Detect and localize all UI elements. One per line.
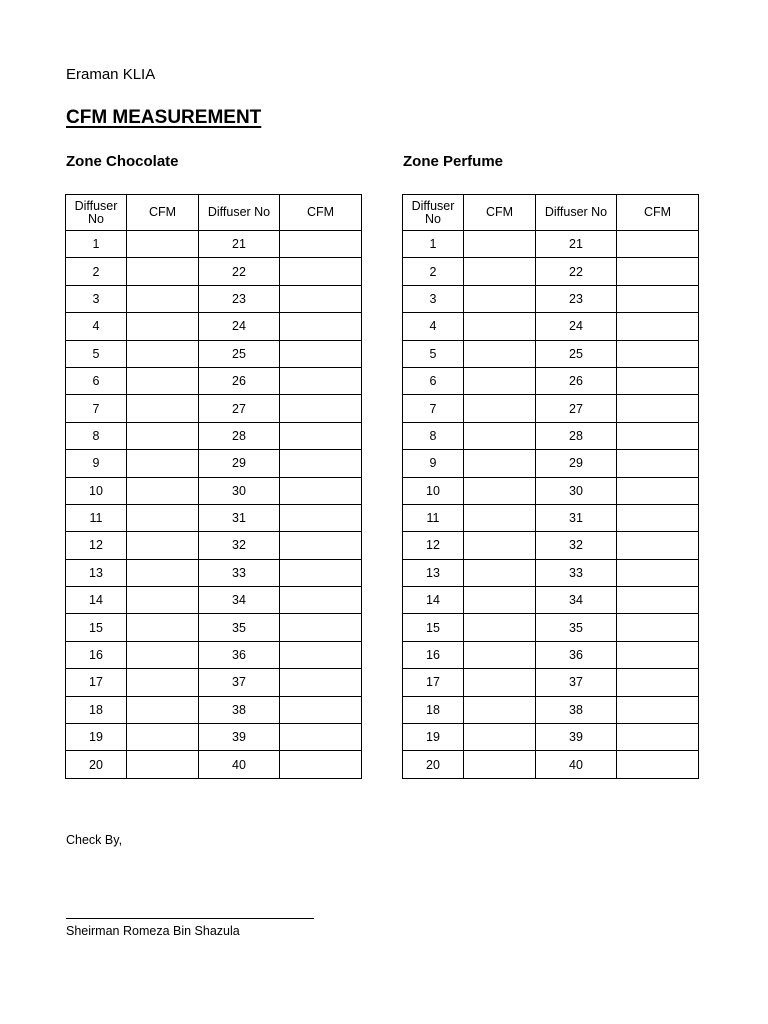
cell-cfm xyxy=(464,559,536,586)
cell-cfm xyxy=(617,285,699,312)
cell-cfm xyxy=(464,724,536,751)
cell-diffuser-no: 15 xyxy=(66,614,127,641)
cell-diffuser-no: 16 xyxy=(66,641,127,668)
cell-diffuser-no: 4 xyxy=(66,313,127,340)
table-row xyxy=(66,367,362,394)
cell-cfm xyxy=(280,614,362,641)
cell-diffuser-no: 32 xyxy=(536,532,617,559)
cell-cfm xyxy=(127,450,199,477)
cell-cfm xyxy=(280,258,362,285)
cell-diffuser-no: 31 xyxy=(536,504,617,531)
cell-cfm xyxy=(617,340,699,367)
cell-cfm xyxy=(617,587,699,614)
cell-cfm xyxy=(464,504,536,531)
cell-cfm xyxy=(617,450,699,477)
cell-diffuser-no: 29 xyxy=(199,450,280,477)
cell-diffuser-no: 10 xyxy=(403,477,464,504)
cell-cfm xyxy=(464,285,536,312)
cell-cfm xyxy=(617,477,699,504)
cell-cfm xyxy=(464,395,536,422)
cell-cfm xyxy=(464,258,536,285)
table-row xyxy=(66,504,362,531)
cell-cfm xyxy=(617,313,699,340)
table-row xyxy=(403,724,699,751)
cell-diffuser-no: 1 xyxy=(66,231,127,258)
cell-diffuser-no: 36 xyxy=(199,641,280,668)
cell-cfm xyxy=(127,285,199,312)
cell-cfm xyxy=(127,477,199,504)
cell-diffuser-no: 23 xyxy=(536,285,617,312)
cell-diffuser-no: 39 xyxy=(199,724,280,751)
cell-cfm xyxy=(617,367,699,394)
table-row xyxy=(66,395,362,422)
company-name: Eraman KLIA xyxy=(66,66,156,83)
cell-diffuser-no: 5 xyxy=(403,340,464,367)
table-row xyxy=(403,285,699,312)
cell-diffuser-no: 38 xyxy=(199,696,280,723)
table-row xyxy=(66,450,362,477)
cell-cfm xyxy=(464,313,536,340)
cell-cfm xyxy=(617,532,699,559)
cell-cfm xyxy=(127,532,199,559)
cell-diffuser-no: 18 xyxy=(66,696,127,723)
cell-cfm xyxy=(464,751,536,778)
table-row xyxy=(66,231,362,258)
cell-diffuser-no: 34 xyxy=(199,587,280,614)
signature-line xyxy=(66,918,314,919)
table-row xyxy=(403,258,699,285)
cell-cfm xyxy=(127,587,199,614)
cell-cfm xyxy=(280,669,362,696)
cell-cfm xyxy=(617,696,699,723)
cell-diffuser-no: 37 xyxy=(199,669,280,696)
table-row xyxy=(66,724,362,751)
cell-cfm xyxy=(127,696,199,723)
cell-cfm xyxy=(464,696,536,723)
header-cfm: CFM xyxy=(464,195,536,231)
table-row xyxy=(403,669,699,696)
cell-diffuser-no: 30 xyxy=(199,477,280,504)
cell-cfm xyxy=(617,641,699,668)
cell-diffuser-no: 26 xyxy=(199,367,280,394)
cell-cfm xyxy=(127,641,199,668)
cell-diffuser-no: 22 xyxy=(199,258,280,285)
cell-cfm xyxy=(127,340,199,367)
table-row xyxy=(66,559,362,586)
cell-diffuser-no: 18 xyxy=(403,696,464,723)
cell-diffuser-no: 24 xyxy=(536,313,617,340)
table-row xyxy=(66,477,362,504)
table-header-row xyxy=(66,195,362,231)
cell-diffuser-no: 3 xyxy=(403,285,464,312)
cell-cfm xyxy=(280,477,362,504)
cell-diffuser-no: 33 xyxy=(199,559,280,586)
cell-cfm xyxy=(127,422,199,449)
cell-diffuser-no: 20 xyxy=(66,751,127,778)
cell-cfm xyxy=(617,231,699,258)
zone-heading-perfume: Zone Perfume xyxy=(403,153,504,170)
cell-diffuser-no: 25 xyxy=(536,340,617,367)
cell-diffuser-no: 8 xyxy=(66,422,127,449)
cell-cfm xyxy=(617,395,699,422)
cell-diffuser-no: 36 xyxy=(536,641,617,668)
table-row xyxy=(66,641,362,668)
zone-heading-chocolate: Zone Chocolate xyxy=(66,153,179,170)
table-row xyxy=(66,532,362,559)
cell-cfm xyxy=(464,340,536,367)
cell-diffuser-no: 9 xyxy=(66,450,127,477)
cell-cfm xyxy=(280,641,362,668)
cfm-table-chocolate xyxy=(65,194,362,779)
cell-diffuser-no: 10 xyxy=(66,477,127,504)
table-row xyxy=(403,395,699,422)
cell-cfm xyxy=(617,669,699,696)
cell-diffuser-no: 35 xyxy=(199,614,280,641)
cell-diffuser-no: 5 xyxy=(66,340,127,367)
cell-diffuser-no: 13 xyxy=(403,559,464,586)
cell-cfm xyxy=(280,367,362,394)
header-diffuser-no: Diffuser No xyxy=(199,195,280,231)
table-row xyxy=(403,641,699,668)
cell-diffuser-no: 23 xyxy=(199,285,280,312)
table-header-row xyxy=(403,195,699,231)
cell-diffuser-no: 21 xyxy=(536,231,617,258)
table-row xyxy=(403,751,699,778)
cell-diffuser-no: 9 xyxy=(403,450,464,477)
cell-cfm xyxy=(280,587,362,614)
cell-cfm xyxy=(127,395,199,422)
cell-diffuser-no: 20 xyxy=(403,751,464,778)
cell-diffuser-no: 40 xyxy=(536,751,617,778)
table-row xyxy=(403,614,699,641)
cell-cfm xyxy=(280,285,362,312)
cell-diffuser-no: 34 xyxy=(536,587,617,614)
cell-diffuser-no: 2 xyxy=(66,258,127,285)
cell-diffuser-no: 28 xyxy=(536,422,617,449)
cell-cfm xyxy=(464,532,536,559)
cell-cfm xyxy=(464,477,536,504)
cell-diffuser-no: 14 xyxy=(66,587,127,614)
cell-diffuser-no: 6 xyxy=(403,367,464,394)
cell-cfm xyxy=(280,504,362,531)
cell-diffuser-no: 29 xyxy=(536,450,617,477)
cell-diffuser-no: 26 xyxy=(536,367,617,394)
cell-diffuser-no: 12 xyxy=(403,532,464,559)
cell-diffuser-no: 31 xyxy=(199,504,280,531)
table-row xyxy=(403,367,699,394)
cell-diffuser-no: 27 xyxy=(536,395,617,422)
cell-cfm xyxy=(127,559,199,586)
cell-cfm xyxy=(280,395,362,422)
cell-diffuser-no: 11 xyxy=(403,504,464,531)
cell-diffuser-no: 37 xyxy=(536,669,617,696)
header-diffuser-no: Diffuser No xyxy=(403,195,464,231)
cell-cfm xyxy=(617,724,699,751)
cell-diffuser-no: 8 xyxy=(403,422,464,449)
cell-cfm xyxy=(464,587,536,614)
table-row xyxy=(66,258,362,285)
cell-cfm xyxy=(280,751,362,778)
cell-diffuser-no: 19 xyxy=(66,724,127,751)
cell-cfm xyxy=(464,614,536,641)
cell-cfm xyxy=(280,559,362,586)
table-row xyxy=(66,669,362,696)
table-row xyxy=(403,477,699,504)
document-title: CFM MEASUREMENT xyxy=(66,107,262,128)
table-row xyxy=(66,614,362,641)
table-row xyxy=(403,504,699,531)
cell-cfm xyxy=(464,641,536,668)
cell-cfm xyxy=(464,450,536,477)
cell-diffuser-no: 22 xyxy=(536,258,617,285)
cell-diffuser-no: 28 xyxy=(199,422,280,449)
table-row xyxy=(66,313,362,340)
table-row xyxy=(403,532,699,559)
cell-cfm xyxy=(280,450,362,477)
cell-diffuser-no: 16 xyxy=(403,641,464,668)
table-row xyxy=(403,696,699,723)
cell-diffuser-no: 11 xyxy=(66,504,127,531)
cell-diffuser-no: 6 xyxy=(66,367,127,394)
cell-diffuser-no: 14 xyxy=(403,587,464,614)
table-row xyxy=(403,559,699,586)
cell-cfm xyxy=(280,340,362,367)
table-row xyxy=(66,285,362,312)
cell-cfm xyxy=(127,367,199,394)
cell-cfm xyxy=(464,669,536,696)
table-row xyxy=(403,587,699,614)
cell-cfm xyxy=(280,422,362,449)
cell-cfm xyxy=(280,313,362,340)
cell-cfm xyxy=(617,559,699,586)
cell-cfm xyxy=(127,231,199,258)
cell-cfm xyxy=(464,422,536,449)
cell-diffuser-no: 39 xyxy=(536,724,617,751)
table-row xyxy=(403,340,699,367)
cell-diffuser-no: 40 xyxy=(199,751,280,778)
signer-name: Sheirman Romeza Bin Shazula xyxy=(66,924,240,938)
header-cfm: CFM xyxy=(127,195,199,231)
cell-diffuser-no: 2 xyxy=(403,258,464,285)
cell-cfm xyxy=(127,504,199,531)
cell-cfm xyxy=(464,231,536,258)
cell-cfm xyxy=(127,258,199,285)
cell-diffuser-no: 1 xyxy=(403,231,464,258)
cell-diffuser-no: 27 xyxy=(199,395,280,422)
table-row xyxy=(66,751,362,778)
cell-diffuser-no: 19 xyxy=(403,724,464,751)
cell-diffuser-no: 32 xyxy=(199,532,280,559)
header-cfm: CFM xyxy=(280,195,362,231)
table-row xyxy=(66,340,362,367)
cell-diffuser-no: 25 xyxy=(199,340,280,367)
cell-cfm xyxy=(280,724,362,751)
cell-cfm xyxy=(280,696,362,723)
cell-cfm xyxy=(464,367,536,394)
cell-diffuser-no: 13 xyxy=(66,559,127,586)
cell-cfm xyxy=(617,751,699,778)
cell-cfm xyxy=(617,422,699,449)
cell-diffuser-no: 17 xyxy=(66,669,127,696)
cell-diffuser-no: 4 xyxy=(403,313,464,340)
table-row xyxy=(403,313,699,340)
cell-diffuser-no: 35 xyxy=(536,614,617,641)
check-by-label: Check By, xyxy=(66,833,123,847)
table-row xyxy=(403,450,699,477)
cell-cfm xyxy=(127,724,199,751)
cell-cfm xyxy=(280,231,362,258)
cell-cfm xyxy=(127,669,199,696)
cell-diffuser-no: 17 xyxy=(403,669,464,696)
cell-diffuser-no: 33 xyxy=(536,559,617,586)
header-diffuser-no: Diffuser No xyxy=(66,195,127,231)
cell-diffuser-no: 7 xyxy=(403,395,464,422)
cell-cfm xyxy=(617,614,699,641)
header-cfm: CFM xyxy=(617,195,699,231)
table-row xyxy=(403,231,699,258)
cell-diffuser-no: 38 xyxy=(536,696,617,723)
cell-diffuser-no: 15 xyxy=(403,614,464,641)
cell-cfm xyxy=(127,751,199,778)
cfm-table-perfume xyxy=(402,194,699,779)
table-row xyxy=(66,696,362,723)
cell-cfm xyxy=(127,614,199,641)
cell-diffuser-no: 7 xyxy=(66,395,127,422)
cell-diffuser-no: 30 xyxy=(536,477,617,504)
cell-cfm xyxy=(617,258,699,285)
cell-cfm xyxy=(280,532,362,559)
cell-cfm xyxy=(617,504,699,531)
cell-cfm xyxy=(127,313,199,340)
cell-diffuser-no: 24 xyxy=(199,313,280,340)
table-row xyxy=(66,422,362,449)
cell-diffuser-no: 3 xyxy=(66,285,127,312)
header-diffuser-no: Diffuser No xyxy=(536,195,617,231)
cell-diffuser-no: 12 xyxy=(66,532,127,559)
table-row xyxy=(403,422,699,449)
cell-diffuser-no: 21 xyxy=(199,231,280,258)
table-row xyxy=(66,587,362,614)
